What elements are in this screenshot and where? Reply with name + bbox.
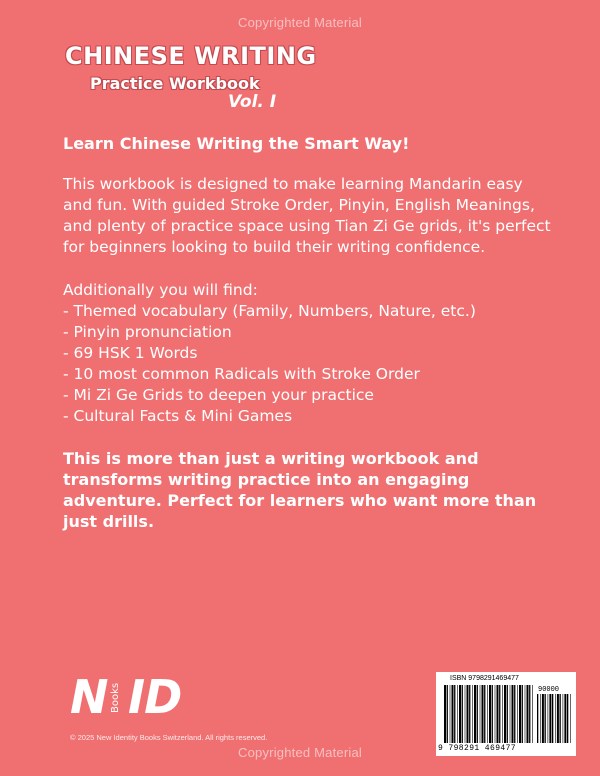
barcode-bar bbox=[497, 685, 499, 743]
barcode-bar bbox=[542, 694, 544, 743]
logo-letter-n: N bbox=[70, 670, 108, 724]
title-logo bbox=[60, 42, 320, 112]
barcode-bar bbox=[474, 685, 476, 743]
barcode-bar bbox=[459, 685, 461, 743]
watermark-top: Copyrighted Material bbox=[238, 15, 362, 30]
barcode-bar bbox=[549, 694, 551, 743]
logo-letters-id: ID bbox=[128, 670, 182, 724]
logo-books-text: Books bbox=[110, 682, 121, 714]
barcode-addon-bars bbox=[537, 694, 571, 743]
barcode-bar bbox=[452, 685, 454, 743]
feature-item: - Cultural Facts & Mini Games bbox=[63, 407, 293, 425]
watermark-bottom: Copyrighted Material bbox=[238, 745, 362, 760]
barcode-bar bbox=[477, 685, 478, 743]
barcode-bar bbox=[552, 694, 553, 743]
publisher-logo bbox=[70, 672, 220, 724]
barcode-bar bbox=[482, 685, 484, 743]
barcode-bar bbox=[525, 685, 526, 743]
barcode-bar bbox=[514, 685, 515, 743]
feature-item: - Themed vocabulary (Family, Numbers, Nature, etc.) bbox=[63, 302, 476, 320]
barcode-bar bbox=[480, 685, 481, 743]
barcode-bar bbox=[454, 685, 455, 743]
barcode-bar bbox=[457, 685, 458, 743]
barcode-bar bbox=[517, 685, 518, 743]
barcode-bar bbox=[540, 694, 541, 743]
barcode-bar bbox=[450, 685, 451, 743]
volume-label: Vol. I bbox=[228, 92, 277, 112]
isbn-label: ISBN 9798291469477 bbox=[450, 675, 519, 682]
price-code: 90000 bbox=[538, 686, 560, 694]
copyright-notice: © 2025 New Identity Books Switzerland. All rights reserved. bbox=[70, 733, 268, 742]
barcode-bar bbox=[537, 694, 538, 743]
barcode-bar bbox=[529, 685, 530, 743]
barcode-bar bbox=[444, 685, 446, 743]
barcode-bar bbox=[512, 685, 514, 743]
barcode-bar bbox=[469, 685, 470, 743]
barcode-bar bbox=[567, 694, 568, 743]
barcode-bar bbox=[492, 685, 493, 743]
features-intro: Additionally you will find: bbox=[63, 281, 258, 299]
feature-item: - 10 most common Radicals with Stroke Order bbox=[63, 365, 420, 383]
barcode-bar bbox=[465, 685, 466, 743]
barcode-digits: 9 798291 469477 bbox=[438, 744, 517, 753]
barcode-bar bbox=[472, 685, 473, 743]
features-list bbox=[63, 280, 553, 427]
barcode-bar bbox=[499, 685, 500, 743]
book-title: CHINESE WRITING bbox=[65, 42, 317, 70]
barcode-bar bbox=[532, 685, 533, 743]
barcode-bar bbox=[560, 694, 561, 743]
barcode-bar bbox=[548, 694, 549, 743]
barcode-bar bbox=[555, 694, 556, 743]
barcode-bar bbox=[447, 685, 448, 743]
barcode-bar bbox=[545, 694, 546, 743]
headline: Learn Chinese Writing the Smart Way! bbox=[63, 134, 410, 153]
barcode-bar bbox=[467, 685, 469, 743]
barcode-bar bbox=[570, 694, 571, 743]
intro-paragraph: This workbook is designed to make learning Mandarin easy and fun. With guided Stroke Order, Pinyin, English Meanings, and plenty of practice space using Tian Zi Ge grids, it's perfect for beginners looking to build their writing confidence. bbox=[63, 175, 551, 256]
barcode-bars bbox=[444, 685, 534, 743]
barcode-bar bbox=[489, 685, 491, 743]
barcode-bar bbox=[527, 685, 529, 743]
feature-item: - Mi Zi Ge Grids to deepen your practice bbox=[63, 386, 374, 404]
barcode-bar bbox=[519, 685, 521, 743]
barcode-bar bbox=[563, 694, 564, 743]
feature-item: - 69 HSK 1 Words bbox=[63, 344, 198, 362]
barcode-bar bbox=[507, 685, 508, 743]
barcode-bar bbox=[462, 685, 463, 743]
isbn-barcode bbox=[436, 672, 576, 756]
barcode-bar bbox=[504, 685, 506, 743]
book-subtitle: Practice Workbook bbox=[90, 74, 260, 93]
barcode-bar bbox=[502, 685, 503, 743]
barcode-bar bbox=[484, 685, 485, 743]
barcode-bar bbox=[510, 685, 511, 743]
barcode-bar bbox=[564, 694, 566, 743]
barcode-bar bbox=[522, 685, 523, 743]
feature-item: - Pinyin pronunciation bbox=[63, 323, 232, 341]
barcode-bar bbox=[557, 694, 559, 743]
closing-paragraph: This is more than just a writing workbook and transforms writing practice into an engaging adventure. Perfect for learners who want more than just drills. bbox=[63, 449, 537, 531]
barcode-bar bbox=[495, 685, 496, 743]
barcode-bar bbox=[487, 685, 488, 743]
